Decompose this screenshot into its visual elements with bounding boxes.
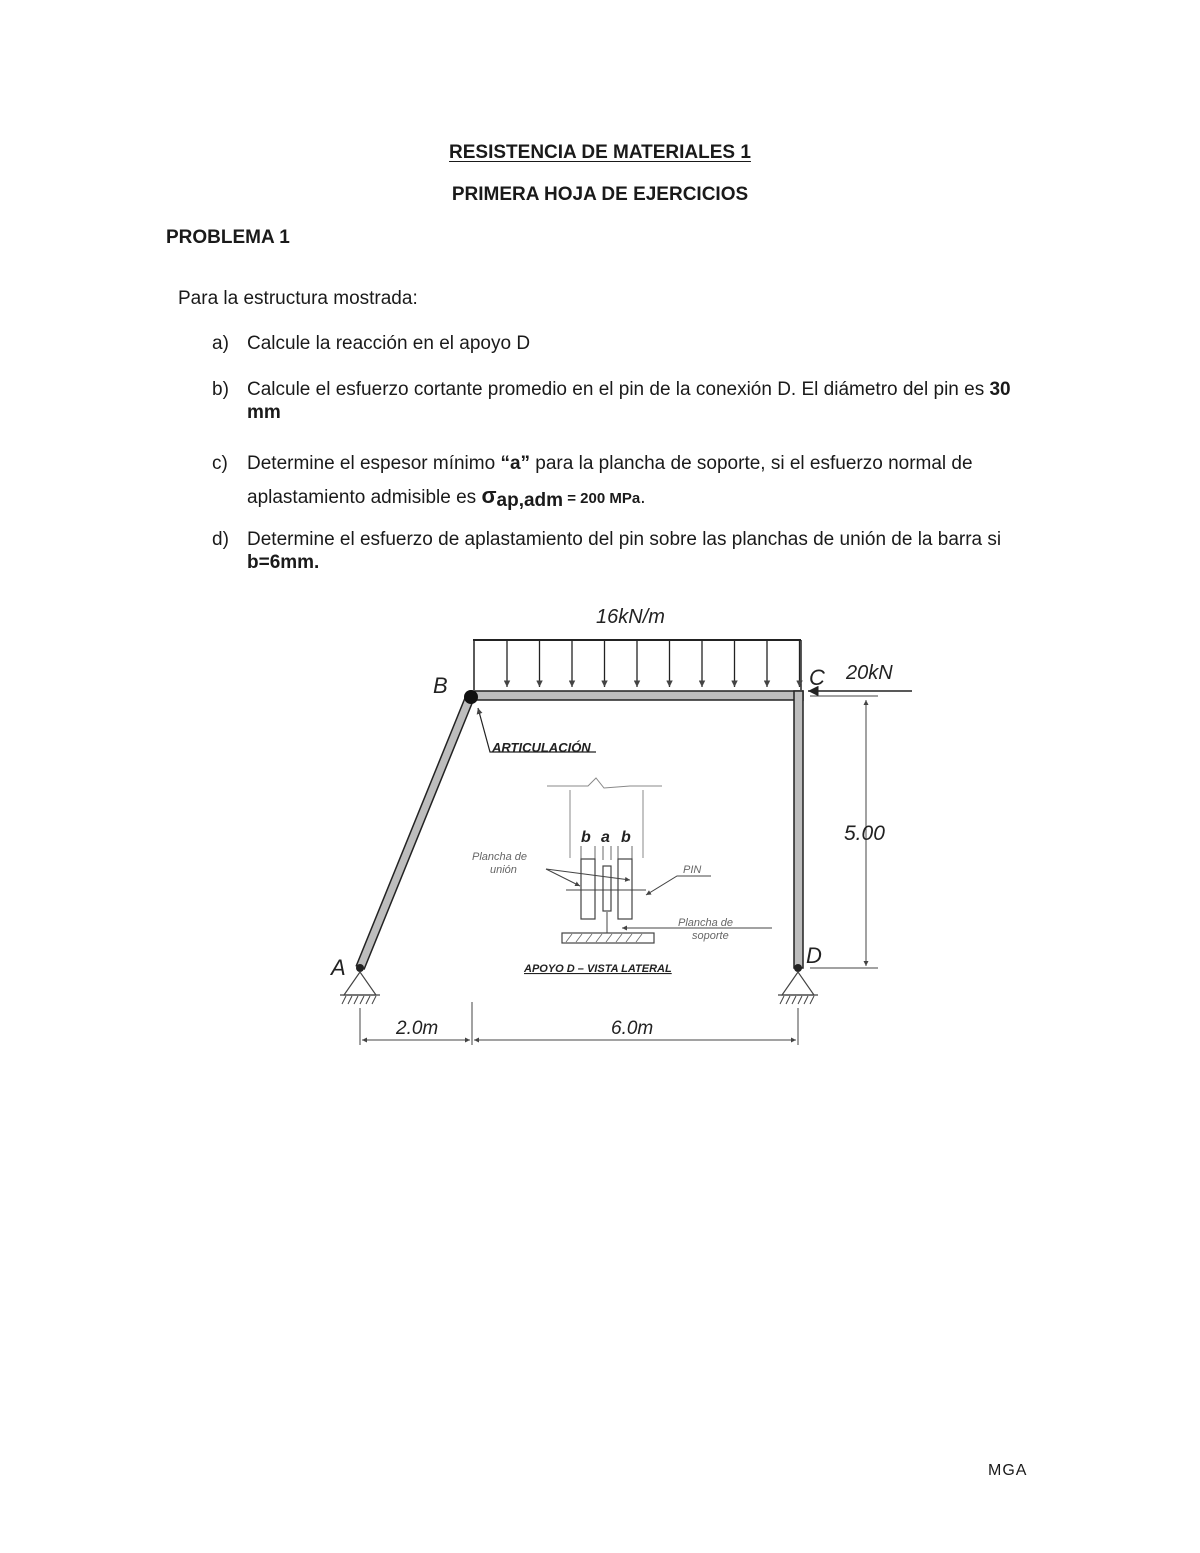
dim-right-label: 6.0m [611, 1018, 654, 1039]
question-text-part: Determine el esfuerzo de aplastamiento del pin sobre las planchas de unión de la barra si [247, 529, 1002, 550]
structure-diagram [300, 590, 940, 1060]
question-label: c) [212, 453, 228, 474]
question-b [212, 378, 1032, 424]
member-bc [470, 691, 803, 700]
question-label: b) [212, 379, 229, 400]
label-a: A [331, 955, 346, 980]
question-label: d) [212, 529, 229, 550]
plancha-union-label-2: unión [490, 864, 517, 876]
plancha-soporte-label-1: Plancha de [678, 917, 734, 929]
allowable-stress-value: = 200 MPa [563, 490, 641, 507]
document-title: RESISTENCIA DE MATERIALES 1 [449, 142, 751, 163]
question-end: . [640, 487, 646, 508]
support-d-detail [546, 778, 772, 943]
plancha-union-label-1: Plancha de [472, 851, 528, 863]
plate-width-value: b=6mm. [247, 552, 320, 573]
support-d [778, 964, 818, 1004]
question-c [212, 448, 1032, 515]
question-text-part: para la plancha de soporte, si el esfuerzo normal de aplastamiento admisible es [247, 453, 973, 508]
hinge-b [464, 690, 478, 704]
label-c: C [809, 665, 825, 690]
question-d [212, 528, 1032, 574]
member-ab-fill [360, 697, 470, 968]
dim-left-label: 2.0m [396, 1018, 439, 1039]
question-a [212, 332, 1032, 355]
sigma-subscript: ap,adm [496, 490, 564, 511]
load-arrows [507, 640, 800, 687]
question-text [247, 378, 1032, 424]
problem-intro: Para la estructura mostrada: [178, 288, 418, 309]
question-text [247, 448, 1032, 515]
detail-a: a [601, 829, 610, 846]
label-d: D [806, 943, 822, 968]
question-text-part: Determine el espesor mínimo [247, 453, 501, 474]
footer-initials: MGA [988, 1462, 1028, 1479]
pin-diameter-value: 30 mm [247, 379, 1011, 423]
pin-label: PIN [683, 864, 702, 876]
question-label: a) [212, 333, 229, 354]
height-label: 5.00 [844, 822, 885, 845]
detail-caption: APOYO D – VISTA LATERAL [524, 963, 672, 975]
load-label: 16kN/m [596, 606, 665, 628]
thickness-symbol: “a” [500, 453, 531, 474]
document-subtitle: PRIMERA HOJA DE EJERCICIOS [451, 184, 749, 205]
question-text: Calcule la reacción en el apoyo D [247, 333, 531, 354]
member-cd [794, 691, 803, 968]
problem-heading: PROBLEMA 1 [166, 227, 290, 248]
support-a [340, 964, 380, 1004]
plancha-soporte-label-2: soporte [692, 930, 729, 942]
question-text-part: Calcule el esfuerzo cortante promedio en el pin de la conexión D. El diámetro del pin es [247, 379, 990, 400]
sigma-symbol: σ [481, 483, 497, 508]
question-text [247, 528, 1032, 574]
hinge-label: ARTICULACIÓN [492, 740, 591, 755]
detail-b-left: b [581, 829, 591, 846]
label-b: B [433, 673, 448, 698]
force-label: 20kN [846, 662, 893, 684]
distributed-load [473, 640, 801, 690]
detail-b-right: b [621, 829, 631, 846]
